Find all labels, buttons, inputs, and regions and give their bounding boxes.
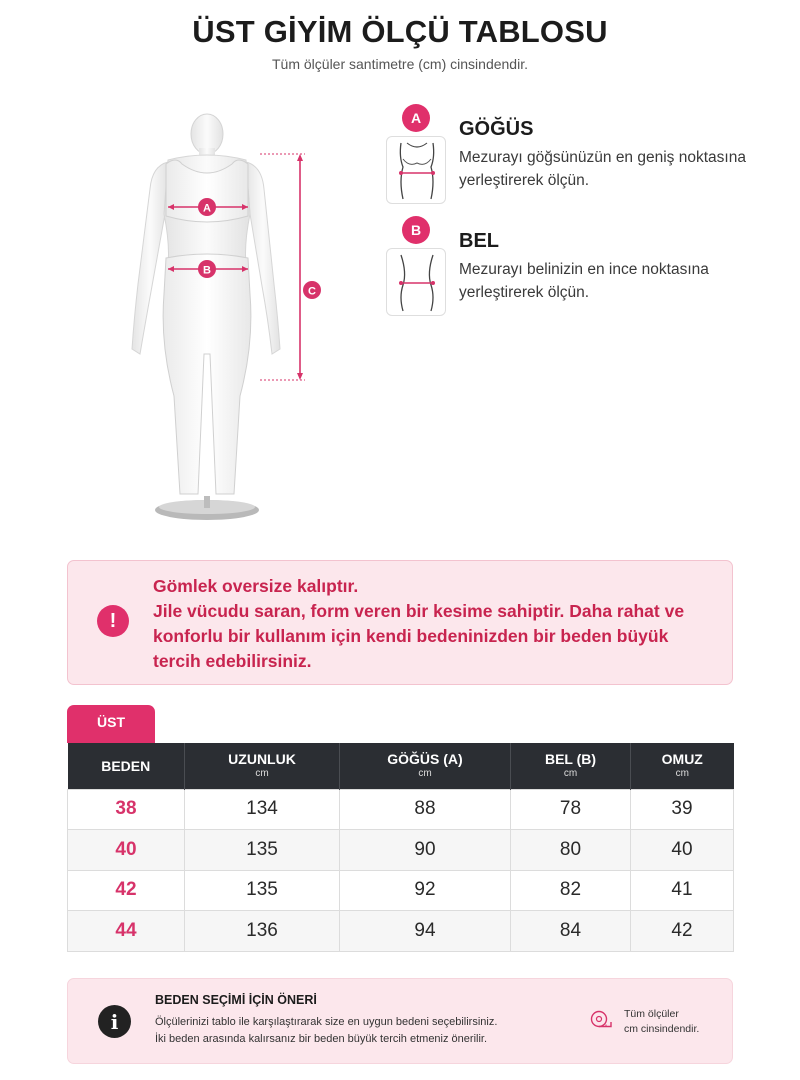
- size-cell: 44: [68, 911, 185, 952]
- shoulder-cell: 39: [631, 789, 734, 830]
- waist-cell: 78: [511, 789, 631, 830]
- measurement-waist-title: BEL: [459, 230, 499, 252]
- shoulder-cell: 41: [631, 870, 734, 911]
- measurement-chest-title: GÖĞÜS: [459, 118, 534, 140]
- waist-cell: 84: [511, 911, 631, 952]
- units-note: [624, 1007, 699, 1037]
- marker-c: C: [308, 285, 316, 298]
- size-table: [67, 743, 734, 952]
- column-header-shoulder: OMUZ cm: [631, 743, 734, 789]
- marker-a: A: [203, 202, 211, 215]
- marker-b: B: [203, 264, 211, 277]
- chest-diagram-icon: [386, 136, 446, 204]
- measurement-waist-badge: B: [402, 216, 430, 244]
- length-cell: 134: [185, 789, 340, 830]
- page-subtitle: Tüm ölçüler santimetre (cm) cinsindendir.: [272, 56, 528, 72]
- tip-text-line-1: Ölçülerinizi tablo ile karşılaştırarak size en uygun bedeni seçebilirsiniz.: [155, 1016, 498, 1028]
- units-note-line-1: Tüm ölçüler: [624, 1008, 679, 1020]
- size-cell: 38: [68, 789, 185, 830]
- table-row: [68, 911, 734, 952]
- page-title: ÜST GİYİM ÖLÇÜ TABLOSU: [192, 14, 608, 49]
- measurement-chest-description: Mezurayı göğsünüzün en geniş noktasına yerleştirerek ölçün.: [459, 149, 746, 189]
- table-row: [68, 789, 734, 830]
- info-icon: i: [98, 1005, 131, 1038]
- mannequin-figure: [110, 104, 340, 529]
- fit-warning-text: Gömlek oversize kalıptır. Jile vücudu saran, form veren bir kesime sahiptir. Daha rahat ve konforlu bir kullanım için kendi bedeninizden bir beden büyük tercih edebilirsiniz.: [153, 576, 685, 671]
- column-header-length: UZUNLUK cm: [185, 743, 340, 789]
- waist-cell: 82: [511, 870, 631, 911]
- fit-warning-box: [67, 560, 733, 685]
- chest-cell: 92: [340, 870, 511, 911]
- tip-title: BEDEN SEÇİMİ İÇİN ÖNERİ: [155, 993, 317, 1007]
- tip-text-line-2: İki beden arasında kalırsanız bir beden büyük tercih etmeniz önerilir.: [155, 1033, 488, 1045]
- size-tip-box: [67, 978, 733, 1064]
- exclamation-icon: !: [97, 605, 129, 637]
- chest-cell: 88: [340, 789, 511, 830]
- table-header-row: [68, 743, 734, 789]
- length-cell: 136: [185, 911, 340, 952]
- waist-cell: 80: [511, 830, 631, 871]
- table-row: [68, 870, 734, 911]
- size-cell: 40: [68, 830, 185, 871]
- size-cell: 42: [68, 870, 185, 911]
- column-header-chest: GÖĞÜS (A) cm: [340, 743, 511, 789]
- length-cell: 135: [185, 870, 340, 911]
- chest-cell: 94: [340, 911, 511, 952]
- chest-cell: 90: [340, 830, 511, 871]
- shoulder-cell: 40: [631, 830, 734, 871]
- table-row: [68, 830, 734, 871]
- shoulder-cell: 42: [631, 911, 734, 952]
- waist-diagram-icon: [386, 248, 446, 316]
- column-header-waist: BEL (B) cm: [511, 743, 631, 789]
- tab-ust[interactable]: ÜST: [67, 705, 155, 743]
- units-note-line-2: cm cinsindendir.: [624, 1023, 700, 1035]
- measurement-waist-description: Mezurayı belinizin en ince noktasına yerleştirerek ölçün.: [459, 261, 709, 301]
- column-header-size: BEDEN: [68, 743, 185, 789]
- measurement-chest-badge: A: [402, 104, 430, 132]
- measuring-tape-icon: [589, 1008, 613, 1032]
- length-cell: 135: [185, 830, 340, 871]
